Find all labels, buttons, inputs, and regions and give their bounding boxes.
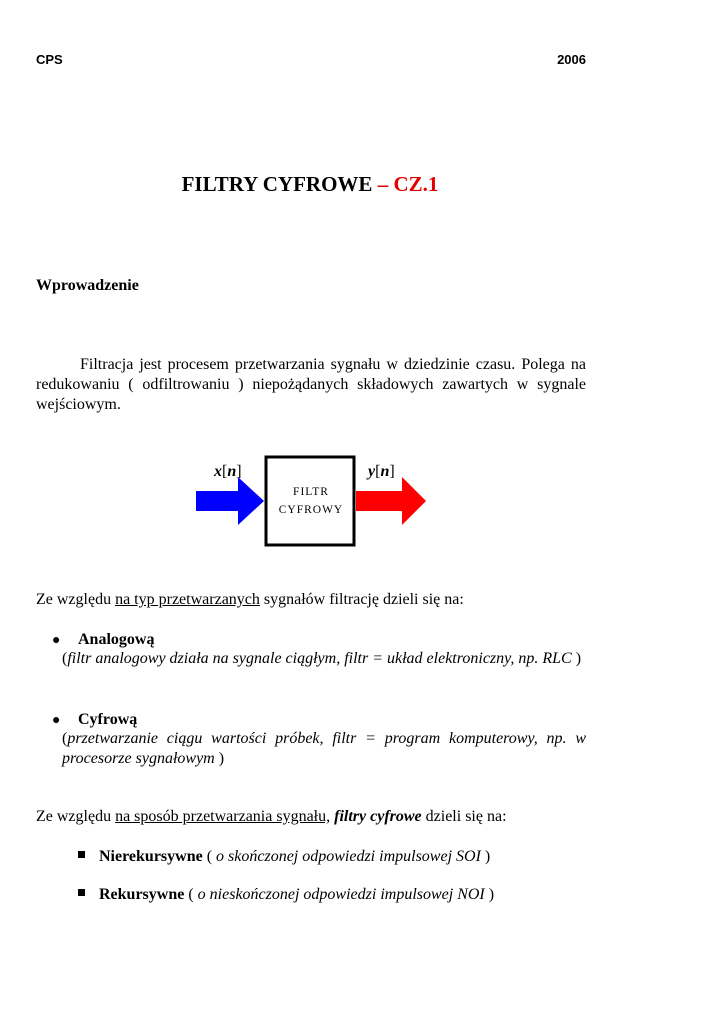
intro-paragraph: Filtracja jest procesem przetwarzania sygnału w dziedzinie czasu. Polega na redukowaniu ( odfiltrowaniu ) niepożądanych składowych zawartych w sygnale wejściowym. — [36, 356, 586, 413]
title-suffix: – CZ.1 — [372, 172, 439, 196]
bullet-desc: (przetwarzanie ciągu wartości próbek, filtr = program komputerowy, np. w procesorze sygnałowym ) — [62, 730, 586, 767]
filter-diagram — [180, 455, 440, 555]
input-arrow — [196, 477, 264, 525]
title-main: FILTRY CYFROWE — [181, 172, 373, 196]
filter-box-line1: FILTR — [293, 486, 329, 498]
bullet-digital — [52, 711, 586, 769]
bullet-desc: (filtr analogowy działa na sygnale ciągłym, filtr = układ elektroniczny, np. RLC ) — [62, 650, 582, 667]
input-label: x[n] — [214, 463, 242, 480]
bullet-title: Cyfrową — [78, 711, 138, 728]
bullet-analog — [52, 631, 586, 669]
output-label: y[n] — [368, 463, 395, 480]
method-division-line: Ze względu na sposób przetwarzania sygnału, filtry cyfrowe dzieli się na: — [36, 808, 507, 825]
subtype-recursive: Rekursywne ( o nieskończonej odpowiedzi impulsowej NOI ) — [78, 886, 494, 904]
output-arrow — [356, 477, 426, 525]
filter-box-line2: CYFROWY — [278, 504, 344, 516]
bullet-title: Analogową — [78, 631, 155, 648]
square-bullet-icon — [78, 889, 85, 896]
subtype-nonrecursive: Nierekursywne ( o skończonej odpowiedzi impulsowej SOI ) — [78, 848, 490, 866]
filter-box-text — [266, 483, 356, 519]
square-bullet-icon — [78, 851, 85, 858]
bullet-dot-icon: ● — [52, 713, 61, 728]
section-heading: Wprowadzenie — [36, 277, 139, 294]
header-right: 2006 — [557, 52, 586, 67]
header-left: CPS — [36, 52, 63, 67]
bullet-dot-icon: ● — [52, 633, 61, 648]
type-division-line: Ze względu na typ przetwarzanych sygnałów filtrację dzieli się na: — [36, 591, 464, 608]
page-title — [0, 172, 620, 197]
